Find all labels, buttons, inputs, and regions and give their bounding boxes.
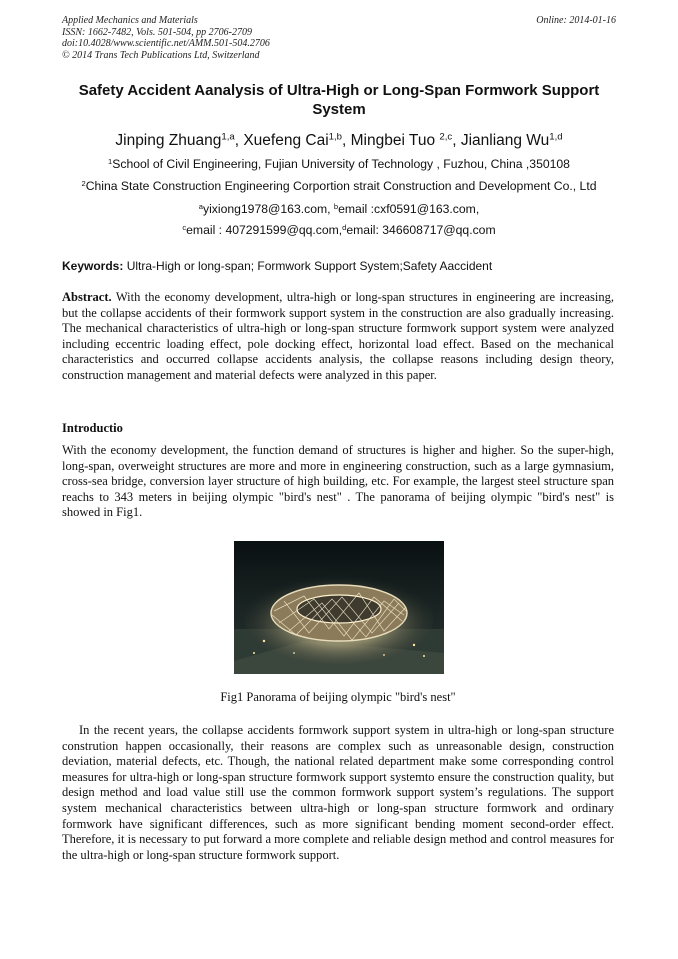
abstract-label: Abstract. bbox=[62, 290, 112, 304]
author-name: Mingbei Tuo bbox=[350, 132, 440, 149]
affiliation-1: $^1$School of Civil Engineering, Fujian University of Technology , Fuzhou, China ,350108 bbox=[108, 156, 570, 171]
abstract bbox=[62, 290, 614, 384]
doi-line: doi:10.4028/www.scientific.net/AMM.501-504.2706 bbox=[62, 38, 270, 49]
author-name: Jianliang Wu bbox=[460, 132, 550, 149]
author-affil-marker: 2,c bbox=[439, 131, 453, 143]
author-affil-marker: 1,d bbox=[549, 131, 563, 143]
birds-nest-stadium-photo bbox=[234, 541, 444, 674]
keywords bbox=[62, 258, 622, 274]
issn-line: ISSN: 1662-7482, Vols. 501-504, pp 2706-2709 bbox=[62, 26, 252, 38]
online-date: Online: 2014-01-16 bbox=[536, 15, 616, 26]
keywords-text: Ultra-High or long-span; Formwork Support System;Safety Aaccident bbox=[123, 259, 493, 273]
affiliation-2: $^2$China State Construction Engineering Corportion strait Construction and Development Co., Ltd bbox=[81, 178, 597, 193]
author-name: Xuefeng Cai bbox=[243, 132, 329, 149]
section-heading-introduction: Introductio bbox=[62, 421, 123, 435]
stadium-illustration bbox=[234, 541, 444, 674]
email-line-1: $^a$yixiong1978@163.com, $^b$email :cxf0591@163.com, bbox=[198, 201, 480, 216]
paper-title: Safety Accident Aanalysis of Ultra-High or Long-Span Formwork Support System bbox=[78, 82, 600, 118]
figure-caption: Fig1 Panorama of beijing olympic "bird's nest" bbox=[220, 690, 456, 704]
intro-paragraph-2: In the recent years, the collapse accidents formwork support system in ultra-high or long-span structure constrution happen occasionally, their reasons are complex such as unreasonable design, construction deviation, material defects, etc. Though, the national related department make some corresponding control measures for ultra-high or long-span structure formwork support systemto ensure the construction quality, but design method and load value still use the common formwork support system’s regulations. The support system mechanical characteristics between ultra-high or long-span structure formwork and ordinary formwork have significant differences, such as more significant bending moment second-order effect. Therefore, it is necessary to put forward a more complete and reliable design method and control measures for the ultra-high or long-span structure formwork support. bbox=[62, 723, 614, 862]
author-affil-marker: 1,a bbox=[221, 131, 235, 143]
author-list: Jinping Zhuang$^{1,a}$, Xuefeng Cai$^{1,b}$, Mingbei Tuo $^{2,c}$, Jianliang Wu$^{1,d}$ bbox=[115, 131, 563, 149]
journal-name: Applied Mechanics and Materials bbox=[62, 15, 198, 26]
intro-paragraph-1: With the economy development, the function demand of structures is higher and higher. So the super-high, long-span, overweight structures are more and more in engineering construction, such as a large gymnasium, cross-sea bridge, conversion layer structure of high building, etc. For example, the largest steel structure span reachs to 343 meters in beijing olympic "bird's nest" . The panorama of beijing olympic "bird's nest" is showed in Fig1. bbox=[62, 443, 614, 520]
keywords-label: Keywords: bbox=[62, 259, 124, 273]
journal-header bbox=[62, 15, 616, 61]
author-name: Jinping Zhuang bbox=[115, 132, 222, 149]
copyright-line: © 2014 Trans Tech Publications Ltd, Switzerland bbox=[62, 49, 260, 61]
email-line-2: $^c$email : 407291599@qq.com,$^d$email: 346608717@qq.com bbox=[182, 222, 496, 237]
author-affil-marker: 1,b bbox=[328, 131, 342, 143]
abstract-text: With the economy development, ultra-high or long-span structures in engineering are increasing, but the collapse accidents of their formwork support system in the construction are also gradually increasing. The mechanical characteristics of ultra-high or long-span structure formwork support system were analyzed including eccentric loading effect, pole docking effect, horizontal load effect. Based on the mechanical characteristics and occurred collapse accidents analysis, the collapse reasons including design theory, construction management and material defects were analyzed in this paper. bbox=[62, 290, 614, 382]
